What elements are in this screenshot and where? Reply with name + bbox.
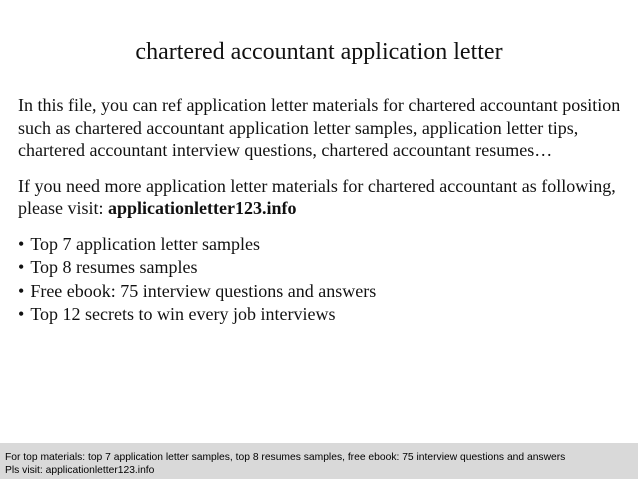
list-item-text: Top 7 application letter samples — [30, 233, 260, 254]
list-item-text: Free ebook: 75 interview questions and answers — [30, 280, 377, 301]
more-info-paragraph — [18, 175, 624, 220]
intro-paragraph: In this file, you can ref application letter materials for chartered accountant position such as chartered accountant application letter samples, application letter tips, chartered accountant interview questions, chartered accountant resumes… — [18, 95, 621, 160]
bullet-list — [18, 233, 624, 327]
footer-line-visit: Pls visit: applicationletter123.info — [5, 465, 155, 476]
list-item — [18, 280, 624, 304]
slide-body — [18, 94, 624, 327]
list-item — [18, 233, 624, 257]
bullet-icon: • — [18, 233, 25, 254]
footer-bar — [0, 443, 638, 479]
bullet-icon: • — [18, 257, 25, 277]
bullet-icon: • — [18, 280, 25, 301]
list-item-text: Top 8 resumes samples — [30, 257, 198, 277]
list-item-text: Top 12 secrets to win every job interviews — [30, 304, 336, 324]
list-item — [18, 303, 624, 327]
slide-title: chartered accountant application letter — [135, 39, 503, 65]
bullet-icon: • — [18, 304, 25, 324]
footer-line-materials: For top materials: top 7 application letter samples, top 8 resumes samples, free ebook: 75 interview questions and answers — [5, 452, 566, 463]
list-item — [18, 256, 624, 280]
more-info-text: If you need more application letter materials for chartered accountant as following, please visit: — [18, 175, 616, 218]
website-link[interactable]: applicationletter123.info — [107, 198, 297, 218]
